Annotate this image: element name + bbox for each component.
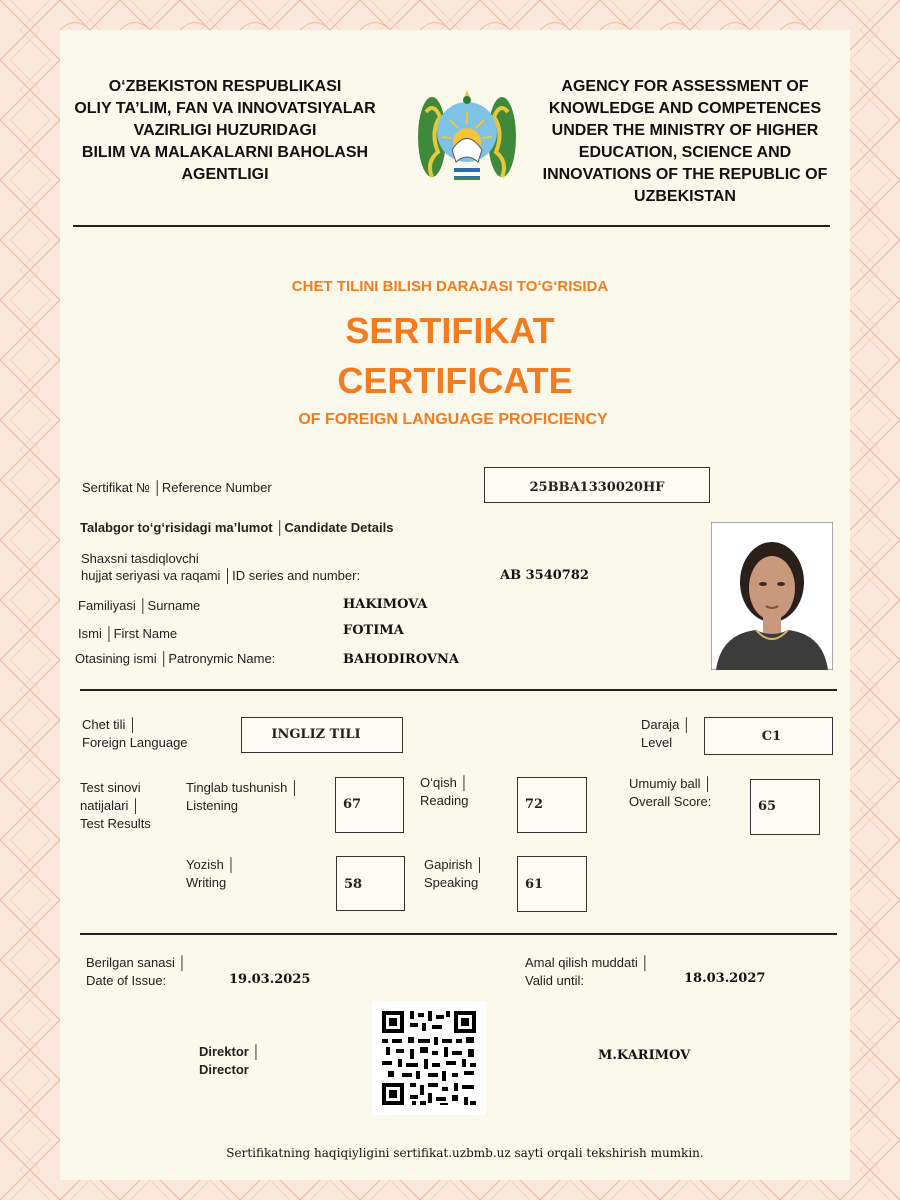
- header-right-line: EDUCATION, SCIENCE AND: [578, 144, 792, 161]
- listening-label-line: Tinglab tushunish │: [186, 780, 300, 795]
- header-left-line: OLIY TA’LIM, FAN VA INNOVATSIYALAR: [74, 100, 376, 117]
- header-left-line: AGENTLIGI: [181, 166, 269, 183]
- language-label-line: Chet tili │: [82, 717, 138, 732]
- reading-score: 72: [525, 797, 544, 812]
- language-label: [82, 716, 188, 752]
- id-label-line2: hujjat seriyasi va raqami │ID series and number:: [81, 568, 361, 583]
- surname-label: Familiyasi │Surname: [78, 598, 201, 613]
- reading-label: [420, 774, 469, 810]
- level-label-line: Daraja │: [641, 717, 692, 732]
- header-left-uz: [55, 76, 395, 186]
- director-name: M.KARIMOV: [598, 1048, 691, 1063]
- overall-label-line: Umumiy ball │: [629, 776, 713, 791]
- valid-until-value: 18.03.2027: [684, 971, 766, 986]
- header-right-line: UZBEKISTAN: [634, 188, 736, 205]
- writing-score: 58: [344, 877, 363, 892]
- header-right-line: INNOVATIONS OF THE REPUBLIC OF: [542, 166, 828, 183]
- header-right-en: [520, 76, 850, 208]
- surname-value: HAKIMOVA: [343, 597, 428, 612]
- overall-score: 65: [758, 799, 777, 814]
- speaking-label: [424, 856, 484, 892]
- writing-label: [186, 856, 236, 892]
- issue-date-label: [86, 954, 187, 990]
- divider: [80, 933, 837, 935]
- listening-label: [186, 779, 299, 815]
- results-label-line: Test sinovi: [80, 780, 141, 795]
- issue-date-value: 19.03.2025: [229, 972, 311, 987]
- header-right-line: UNDER THE MINISTRY OF HIGHER: [551, 122, 819, 139]
- first-name-value: FOTIMA: [343, 623, 404, 638]
- language-value: INGLIZ TILI: [271, 727, 361, 742]
- candidate-photo: [711, 522, 833, 670]
- director-label: [199, 1043, 261, 1079]
- title-pre: CHET TILINI BILISH DARAJASI TO‘G‘RISIDA: [291, 278, 609, 295]
- valid-until-label-line: Valid until:: [525, 973, 585, 988]
- language-label-line: Foreign Language: [82, 735, 188, 750]
- header-left-line: VAZIRLIGI HUZURIDAGI: [133, 122, 317, 139]
- results-label: [80, 779, 151, 833]
- title-uz: SERTIFIKAT: [345, 310, 555, 351]
- reference-number: 25BBA1330020HF: [529, 480, 665, 495]
- qr-code-graphic: [372, 1001, 486, 1115]
- header-left-line: O‘ZBEKISTON RESPUBLIKASI: [108, 78, 342, 95]
- issue-date-label-line: Date of Issue:: [86, 973, 167, 988]
- id-label-line1: Shaxsni tasdiqlovchi: [81, 551, 199, 566]
- level-label-line: Level: [641, 735, 673, 750]
- level-value: C1: [761, 729, 782, 744]
- reading-label-line: O‘qish │: [420, 775, 469, 790]
- results-label-line: Test Results: [80, 816, 151, 831]
- director-label-line: Direktor │: [199, 1044, 261, 1059]
- divider: [80, 689, 837, 691]
- writing-label-line: Writing: [186, 875, 227, 890]
- title-sub: OF FOREIGN LANGUAGE PROFICIENCY: [298, 411, 608, 428]
- results-label-line: natijalari │: [80, 798, 141, 813]
- writing-label-line: Yozish │: [186, 857, 236, 872]
- verification-note: Sertifikatning haqiqiyligini sertifikat.uzbmb.uz sayti orqali tekshirish mumkin.: [226, 1146, 704, 1160]
- reference-label: Sertifikat № │Reference Number: [82, 480, 272, 495]
- title-en: CERTIFICATE: [337, 360, 573, 401]
- issue-date-label-line: Berilgan sanasi │: [86, 955, 187, 970]
- listening-label-line: Listening: [186, 798, 239, 813]
- patronymic-label: Otasining ismi │Patronymic Name:: [75, 651, 276, 666]
- overall-label: [629, 775, 712, 811]
- header-right-line: AGENCY FOR ASSESSMENT OF: [561, 78, 809, 95]
- valid-until-label: [525, 954, 649, 990]
- overall-label-line: Overall Score:: [629, 794, 712, 809]
- state-emblem-icon: [412, 82, 522, 192]
- header-right-line: KNOWLEDGE AND COMPETENCES: [548, 100, 822, 117]
- patronymic-value: BAHODIROVNA: [343, 652, 459, 667]
- header-left-line: BILIM VA MALAKALARNI BAHOLASH: [81, 144, 369, 161]
- speaking-label-line: Gapirish │: [424, 857, 485, 872]
- level-label: [641, 716, 691, 752]
- first-name-label: Ismi │First Name: [78, 626, 178, 641]
- listening-score: 67: [343, 797, 362, 812]
- qr-code-icon[interactable]: [372, 1001, 486, 1115]
- id-value: AB 3540782: [500, 568, 589, 583]
- divider: [73, 225, 830, 227]
- speaking-score: 61: [525, 877, 544, 892]
- reading-label-line: Reading: [420, 793, 469, 808]
- candidate-heading: Talabgor to‘g‘risidagi ma’lumot │Candidate Details: [80, 520, 394, 535]
- speaking-label-line: Speaking: [424, 875, 479, 890]
- valid-until-label-line: Amal qilish muddati │: [525, 955, 650, 970]
- director-label-line: Director: [199, 1062, 249, 1077]
